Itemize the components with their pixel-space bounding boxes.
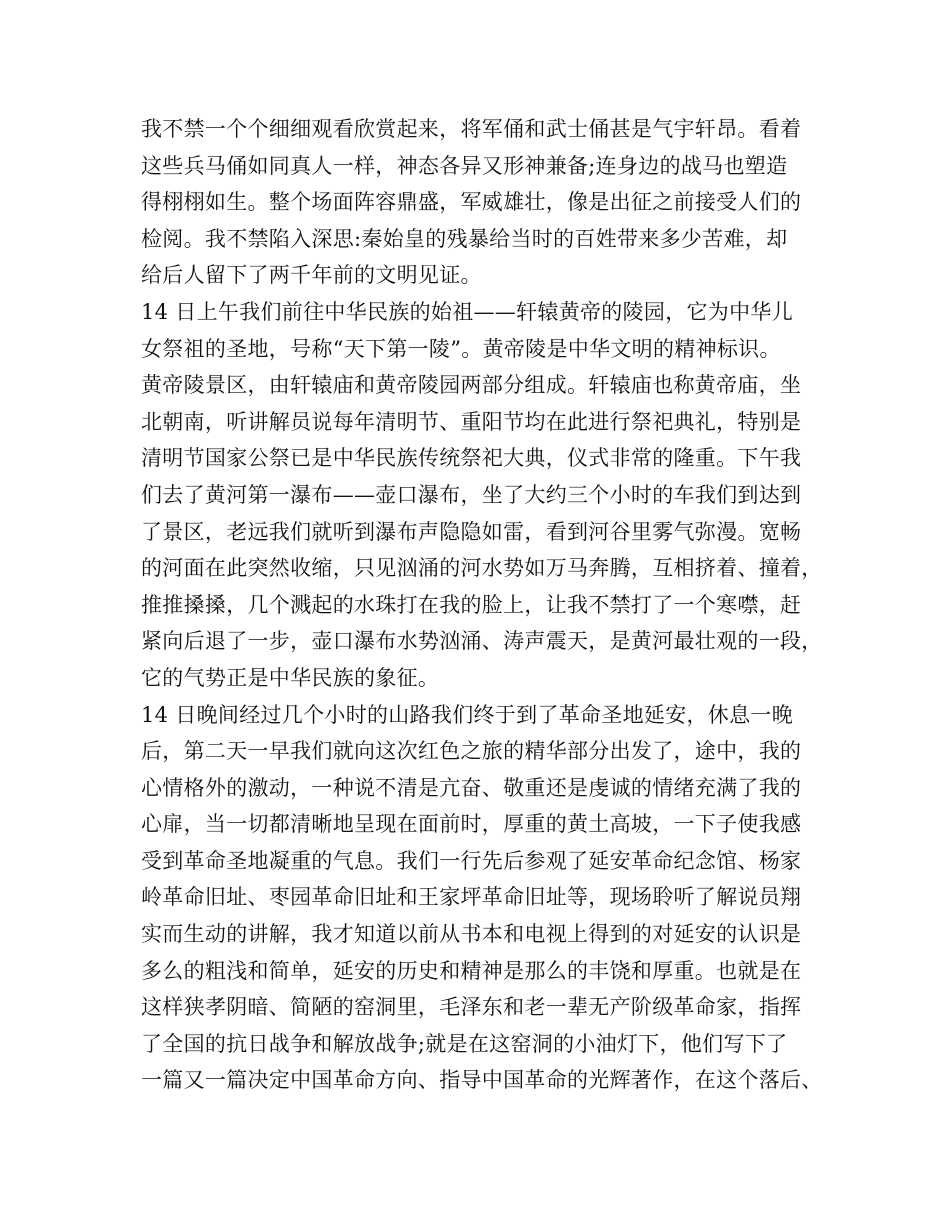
text-line: 检阅。我不禁陷入深思:秦始皇的残暴给当时的百姓带来多少苦难，却 [141,226,788,251]
text-line: 给后人留下了两千年前的文明见证。 [141,263,482,288]
text-line: 受到革命圣地凝重的气息。我们一行先后参观了延安革命纪念馆、杨家 [141,848,802,873]
text-line: 后，第二天一早我们就向这次红色之旅的精华部分出发了，途中，我的 [141,739,802,764]
text-line: 14 日晚间经过几个小时的山路我们终于到了革命圣地延安，休息一晚 [141,702,793,727]
text-line: 北朝南，听讲解员说每年清明节、重阳节均在此进行祭祀典礼，特别是 [141,409,802,434]
text-line: 实而生动的讲解，我才知道以前从书本和电视上得到的对延安的认识是 [141,922,802,947]
text-line: 岭革命旧址、枣园革命旧址和王家坪革命旧址等，现场聆听了解说员翔 [141,885,802,910]
body-text [141,111,831,1099]
text-line: 心扉，当一切都清晰地呈现在面前时，厚重的黄土高坡，一下子使我感 [141,812,802,837]
text-line: 多么的粗浅和简单，延安的历史和精神是那么的丰饶和厚重。也就是在 [141,958,802,983]
text-line: 这些兵马俑如同真人一样，神态各异又形神兼备;连身边的战马也塑造 [141,153,788,178]
text-line: 了景区，老远我们就听到瀑布声隐隐如雷，看到河谷里雾气弥漫。宽畅 [141,519,802,544]
text-line: 我不禁一个个细细观看欣赏起来，将军俑和武士俑甚是气宇轩昂。看着 [141,117,802,141]
text-line: 它的气势正是中华民族的象征。 [141,665,440,690]
text-line: 了全国的抗日战争和解放战争;就是在这窑洞的小油灯下，他们写下了 [141,1031,788,1056]
text-line: 黄帝陵景区，由轩辕庙和黄帝陵园两部分组成。轩辕庙也称黄帝庙，坐 [141,373,802,398]
text-line: 们去了黄河第一瀑布——壶口瀑布，坐了大约三个小时的车我们到达到 [141,482,802,507]
text-line: 14 日上午我们前往中华民族的始祖——轩辕黄帝的陵园，它为中华儿 [141,299,793,324]
text-line: 女祭祖的圣地，号称“天下第一陵”。黄帝陵是中华文明的精神标识。 [141,336,781,361]
text-line: 心情格外的激动，一种说不清是亢奋、敬重还是虔诚的情绪充满了我的 [141,775,802,800]
text-line: 推推搡搡，几个溅起的水珠打在我的脸上，让我不禁打了一个寒噤，赶 [141,592,802,617]
text-line: 紧向后退了一步，壶口瀑布水势汹涌、涛声震天，是黄河最壮观的一段， [141,629,823,654]
text-line: 这样狭孝阴暗、简陋的窑洞里，毛泽东和老一辈无产阶级革命家，指挥 [141,995,802,1020]
text-line: 得栩栩如生。整个场面阵容鼎盛，军威雄壮，像是出征之前接受人们的 [141,190,802,215]
text-line: 清明节国家公祭已是中华民族传统祭祀大典，仪式非常的隆重。下午我 [141,446,802,471]
text-line: 一篇又一篇决定中国革命方向、指导中国革命的光辉著作，在这个落后、 [141,1068,823,1093]
text-line: 的河面在此突然收缩，只见汹涌的河水势如万马奔腾，互相挤着、撞着， [141,556,823,581]
